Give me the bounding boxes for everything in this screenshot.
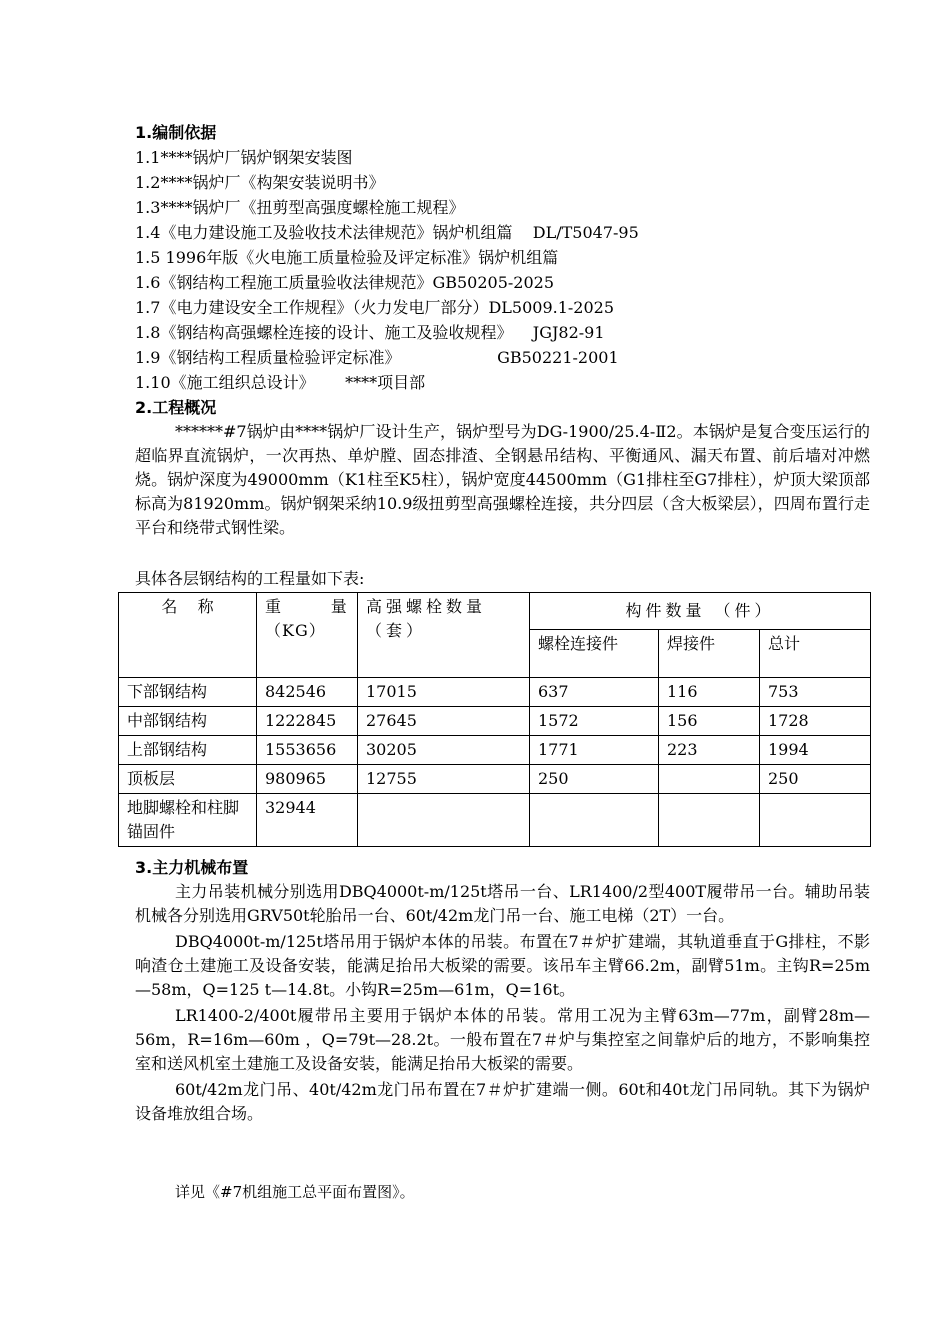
- cell-weight: 1222845: [257, 707, 358, 736]
- table-row: [119, 678, 871, 707]
- header-welded: 焊接件: [659, 629, 760, 677]
- cell-name: 下部钢结构: [119, 678, 257, 707]
- cell-weight: 980965: [257, 765, 358, 794]
- cell-bolted: 637: [530, 678, 659, 707]
- cell-welded: 116: [659, 678, 760, 707]
- reference-item: 1.10《施工组织总设计》 ****项目部: [135, 373, 426, 392]
- table-row: [119, 707, 871, 736]
- cell-total: 1728: [760, 707, 871, 736]
- cell-weight: 1553656: [257, 736, 358, 765]
- cell-total: 250: [760, 765, 871, 794]
- table-row: [119, 736, 871, 765]
- reference-item: 1.2****锅炉厂《构架安装说明书》: [135, 173, 385, 192]
- cell-total: 1994: [760, 736, 871, 765]
- cell-weight: 32944: [257, 794, 358, 847]
- cell-total: 753: [760, 678, 871, 707]
- cell-bolted: 1771: [530, 736, 659, 765]
- cell-name: 地脚螺栓和柱脚锚固件: [119, 794, 257, 847]
- cell-bolts: 27645: [358, 707, 530, 736]
- cell-name: 中部钢结构: [119, 707, 257, 736]
- cell-weight: 842546: [257, 678, 358, 707]
- section1-heading: 1.编制依据: [135, 123, 217, 142]
- header-total: 总计: [760, 629, 871, 677]
- cell-bolted: [530, 794, 659, 847]
- table-intro: 具体各层钢结构的工程量如下表:: [135, 569, 365, 588]
- machinery-paragraph: LR1400-2/400t履带吊主要用于锅炉本体的吊装。常用工况为主臂63m—77m，副臂28m—56m，R=16m—60m ，Q=79t—28.2t。一般布置在7＃炉与集控室之间靠炉后的地方，不影响集控室和送风机室土建施工及设备安装，能满足抬吊大板梁的需要。: [135, 1006, 870, 1073]
- header-bolts: 高强螺栓数量（套）: [358, 593, 530, 678]
- reference-item: 1.1****锅炉厂锅炉钢架安装图: [135, 148, 353, 167]
- cell-bolts: 17015: [358, 678, 530, 707]
- cell-bolted: 1572: [530, 707, 659, 736]
- cell-welded: 156: [659, 707, 760, 736]
- machinery-paragraph: 60t/42m龙门吊、40t/42m龙门吊布置在7＃炉扩建端一侧。60t和40t龙门吊同轨。其下为锅炉设备堆放组合场。: [135, 1080, 870, 1123]
- reference-item: 1.6《钢结构工程施工质量验收法律规范》GB50205-2025: [135, 273, 555, 292]
- reference-item: 1.7《电力建设安全工作规程》（火力发电厂部分）DL5009.1-2025: [135, 298, 615, 317]
- cell-bolted: 250: [530, 765, 659, 794]
- section2-heading: 2.工程概况: [135, 398, 217, 417]
- cell-name: 顶板层: [119, 765, 257, 794]
- table-row: [119, 794, 871, 847]
- overview-paragraph: ******#7锅炉由****锅炉厂设计生产，锅炉型号为DG-1900/25.4-Ⅱ2。本锅炉是复合变压运行的超临界直流锅炉，一次再热、单炉膛、固态排渣、全钢悬吊结构、平衡通风、漏天布置、前后墙对冲燃烧。锅炉深度为49000mm（K1柱至K5柱），锅炉宽度44500mm（G1排柱至G7排柱），炉顶大梁顶部标高为81920mm。锅炉钢架采纳10.9级扭剪型高强螺栓连接，共分四层（含大板梁层），四周布置行走平台和绕带式钢性梁。: [135, 422, 870, 537]
- header-bolted: 螺栓连接件: [530, 629, 659, 677]
- cell-welded: [659, 794, 760, 847]
- cell-welded: 223: [659, 736, 760, 765]
- reference-item: 1.5 1996年版《火电施工质量检验及评定标准》锅炉机组篇: [135, 248, 559, 267]
- layout-drawing-reference: 详见《#7机组施工总平面布置图》。: [175, 1183, 415, 1201]
- cell-name: 上部钢结构: [119, 736, 257, 765]
- reference-item: 1.4《电力建设施工及验收技术法律规范》锅炉机组篇 DL/T5047-95: [135, 223, 639, 242]
- cell-total: [760, 794, 871, 847]
- machinery-layout: [135, 880, 870, 1126]
- header-name: 名 称: [119, 593, 257, 678]
- machinery-paragraph: DBQ4000t-m/125t塔吊用于锅炉本体的吊装。布置在7＃炉扩建端，其轨道垂直于G排柱，不影响渣仓土建施工及设备安装，能满足抬吊大板梁的需要。该吊车主臂66.2m，副臂51m。主钩R=25m—58m，Q=125 t—14.8t。小钩R=25m—61m，Q=16t。: [135, 932, 870, 999]
- table-row: [119, 765, 871, 794]
- cell-bolts: [358, 794, 530, 847]
- reference-item: 1.9《钢结构工程质量检验评定标准》 GB50221-2001: [135, 348, 619, 367]
- reference-item: 1.3****锅炉厂《扭剪型高强度螺栓施工规程》: [135, 198, 465, 217]
- header-parts: 构件数量 （件）: [530, 593, 871, 630]
- reference-item: 1.8《钢结构高强螺栓连接的设计、施工及验收规程》 JGJ82-91: [135, 323, 605, 342]
- header-weight: 重 量（KG）: [257, 593, 358, 678]
- quantity-table: [118, 592, 871, 847]
- cell-bolts: 12755: [358, 765, 530, 794]
- project-overview: [135, 420, 870, 540]
- cell-welded: [659, 765, 760, 794]
- section3-heading: 3.主力机械布置: [135, 858, 249, 877]
- cell-bolts: 30205: [358, 736, 530, 765]
- machinery-paragraph: 主力吊装机械分别选用DBQ4000t-m/125t塔吊一台、LR1400/2型400T履带吊一台。辅助吊装机械各分别选用GRV50t轮胎吊一台、60t/42m龙门吊一台、施工电梯（2T）一台。: [135, 882, 870, 925]
